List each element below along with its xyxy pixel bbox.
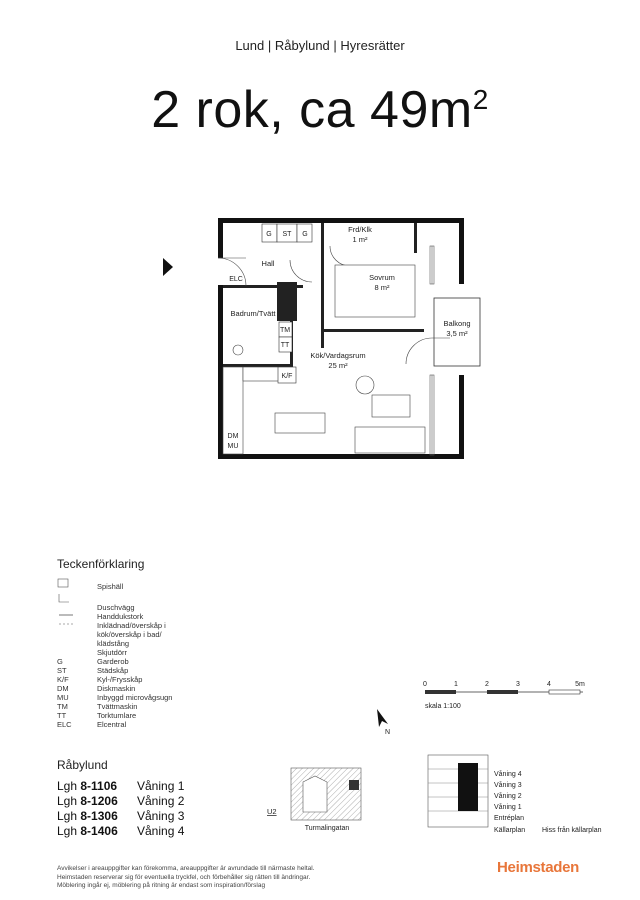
room-sovrum-area: 8 m² bbox=[374, 283, 390, 292]
unit-floor: Våning 1 bbox=[137, 779, 185, 793]
unit-floor: Våning 3 bbox=[137, 809, 185, 823]
windows bbox=[430, 246, 434, 455]
site-street-label: Turmalingatan bbox=[304, 825, 350, 832]
unit-number: 8-1106 bbox=[80, 779, 118, 793]
unit-row bbox=[57, 794, 184, 809]
dining-table bbox=[275, 413, 325, 433]
legend-text: Skjutdörr bbox=[97, 648, 128, 657]
scale-tick: 2 bbox=[485, 681, 489, 688]
room-kok-area: 25 m² bbox=[328, 361, 348, 370]
section-level: Våning 3 bbox=[494, 782, 522, 789]
legend-code: MU bbox=[57, 693, 69, 702]
sofa bbox=[355, 427, 425, 453]
unit-prefix: Lgh bbox=[57, 809, 78, 823]
dryer-label: TT bbox=[280, 342, 290, 349]
room-balkong-area: 3,5 m² bbox=[446, 329, 468, 338]
legend-text: Duschvägg bbox=[97, 603, 135, 612]
entrance-arrow-icon bbox=[163, 258, 173, 276]
dishwasher-label: DM bbox=[227, 433, 239, 440]
unit-prefix: Lgh bbox=[57, 794, 78, 808]
unit-row bbox=[57, 779, 184, 794]
armchair bbox=[356, 376, 374, 394]
coffee-table bbox=[372, 395, 410, 417]
section-level: Våning 4 bbox=[494, 771, 522, 778]
stove-symbol-icon bbox=[58, 579, 68, 587]
legend-title: Teckenförklaring bbox=[57, 557, 145, 571]
legend-text: Tvättmaskin bbox=[97, 702, 138, 711]
unit-number: 8-1306 bbox=[80, 809, 118, 823]
site-plan bbox=[265, 760, 375, 835]
legend-code: TM bbox=[57, 702, 68, 711]
legend-text: Inbyggd microvågsugn bbox=[97, 693, 173, 702]
legend-code: K/F bbox=[57, 675, 69, 684]
highlighted-unit-stack bbox=[458, 763, 478, 811]
unit-prefix: Lgh bbox=[57, 779, 78, 793]
legend-text: Handdukstork bbox=[97, 612, 144, 621]
section-level: Våning 1 bbox=[494, 804, 522, 811]
legend-item bbox=[57, 720, 127, 730]
shower-wall-symbol-icon bbox=[59, 594, 69, 602]
elevator-note: Hiss från källarplan bbox=[542, 827, 602, 834]
electrical-panel-label: ELC bbox=[229, 276, 243, 283]
microwave-label: MU bbox=[227, 443, 239, 450]
disclaimer-line: Avvikelser i areauppgifter kan förekomma, areauppgifter är avrundade till närmaste heltal. bbox=[57, 865, 315, 872]
unit-row bbox=[57, 809, 184, 824]
scale-segment bbox=[487, 690, 518, 694]
scale-tick: 1 bbox=[454, 681, 458, 688]
scale-tick: 3 bbox=[516, 681, 520, 688]
closet-g-label: G bbox=[266, 231, 272, 238]
legend-text: klädstång bbox=[97, 639, 130, 648]
legend-code: TT bbox=[57, 711, 67, 720]
compass-arrow-icon bbox=[372, 708, 394, 736]
scale-tick: 4 bbox=[547, 681, 551, 688]
legend-text: Kyl-/Frysskåp bbox=[97, 675, 143, 684]
kitchen-counter bbox=[223, 367, 243, 454]
cleaning-closet-label: ST bbox=[282, 231, 292, 238]
unit-number: 8-1406 bbox=[80, 824, 118, 838]
scale-segment bbox=[425, 690, 456, 694]
room-sovrum: Sovrum bbox=[369, 273, 395, 282]
legend-text: Elcentral bbox=[97, 720, 127, 729]
apartment-headline bbox=[0, 80, 640, 140]
legend-text: Inklädnad/överskåp i bbox=[97, 621, 166, 630]
section-level: Våning 2 bbox=[494, 793, 522, 800]
heimstaden-logo: Heimstaden bbox=[497, 859, 580, 876]
unit-row bbox=[57, 824, 184, 839]
scale-bar bbox=[418, 676, 598, 716]
legend-text: Diskmaskin bbox=[97, 684, 136, 693]
legend-text: kök/överskåp i bad/ bbox=[97, 630, 162, 639]
headline-superscript: 2 bbox=[472, 84, 489, 115]
fridge-freezer-label: K/F bbox=[281, 373, 293, 380]
compass-north-label: N bbox=[385, 729, 391, 736]
project-location: Lund | Råbylund | Hyresrätter bbox=[235, 38, 405, 53]
toilet bbox=[233, 345, 243, 355]
room-badrum: Badrum/Tvätt bbox=[230, 309, 276, 318]
site-building-label: U2 bbox=[267, 807, 277, 816]
legend-text: Städskåp bbox=[97, 666, 129, 675]
courtyard bbox=[303, 776, 327, 812]
room-frd-klk-area: 1 m² bbox=[352, 235, 368, 244]
washing-machine-label: TM bbox=[279, 327, 291, 334]
building-section bbox=[420, 745, 625, 840]
headline-text: 2 rok, ca 49m bbox=[151, 81, 473, 139]
legend-symbols bbox=[57, 578, 87, 648]
legend-text: Garderob bbox=[97, 657, 129, 666]
floor-plan bbox=[150, 210, 490, 465]
section-level: Källarplan bbox=[494, 827, 526, 834]
unit-floor: Våning 2 bbox=[137, 794, 185, 808]
legend-code: ELC bbox=[57, 720, 72, 729]
units-title: Råbylund bbox=[57, 758, 108, 772]
room-balkong: Balkong bbox=[443, 319, 471, 328]
legend-text: Spishäll bbox=[97, 582, 124, 591]
legend-code: G bbox=[57, 657, 63, 666]
legend-code: ST bbox=[57, 666, 67, 675]
compass-needle bbox=[377, 709, 388, 727]
highlighted-building bbox=[349, 780, 359, 790]
disclaimer-line: Heimstaden reserverar sig för eventuella tryckfel, och förbehåller sig rätten till ändringar. bbox=[57, 873, 311, 881]
closet-g2-label: G bbox=[302, 231, 308, 238]
scale-tick: 0 bbox=[423, 681, 427, 688]
scale-segment bbox=[549, 690, 580, 694]
scale-tick: 5m bbox=[575, 681, 585, 688]
unit-prefix: Lgh bbox=[57, 824, 78, 838]
unit-floor: Våning 4 bbox=[137, 824, 185, 838]
unit-number: 8-1206 bbox=[80, 794, 118, 808]
scale-label: skala 1:100 bbox=[425, 703, 461, 710]
disclaimer-line: Möblering ingår ej, möblering på ritning är endast som inspiration/förslag bbox=[57, 882, 266, 889]
legend-text: Torktumlare bbox=[97, 711, 137, 720]
section-level: Entréplan bbox=[494, 815, 524, 822]
room-kok: Kök/Vardagsrum bbox=[310, 351, 366, 360]
room-frd-klk: Frd/Klk bbox=[348, 225, 372, 234]
footer-disclaimer bbox=[57, 865, 397, 891]
legend-code: DM bbox=[57, 684, 69, 693]
room-hall: Hall bbox=[261, 259, 275, 268]
